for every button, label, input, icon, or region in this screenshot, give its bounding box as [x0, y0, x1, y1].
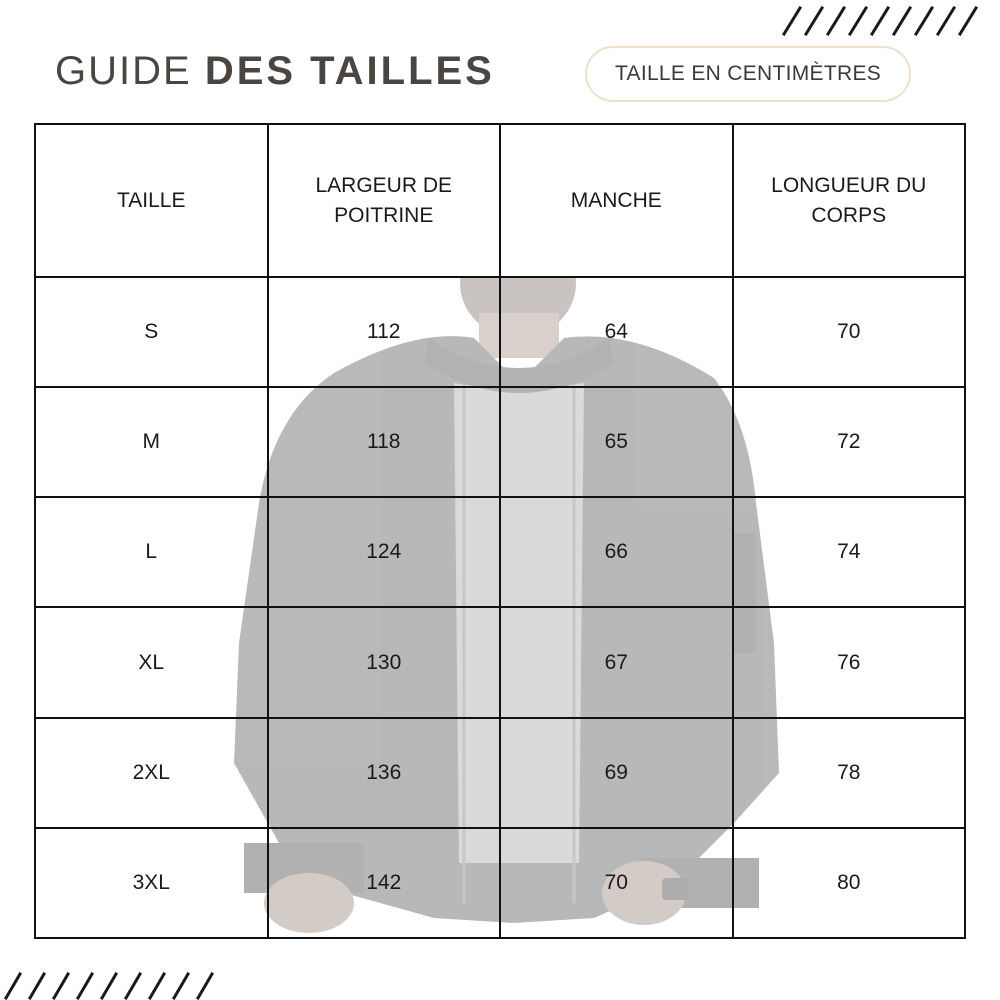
table-row	[35, 607, 965, 717]
cell-length: 74	[733, 497, 966, 607]
cell-size: 2XL	[35, 718, 268, 828]
col-header-length: LONGUEUR DU CORPS	[733, 124, 966, 277]
page-title	[55, 46, 495, 96]
unit-badge: TAILLE EN CENTIMÈTRES	[585, 46, 911, 102]
cell-chest: 112	[268, 277, 501, 387]
title-light: GUIDE	[55, 49, 192, 93]
header-row	[35, 124, 965, 277]
cell-length: 72	[733, 387, 966, 497]
cell-size: XL	[35, 607, 268, 717]
col-header-sleeve: MANCHE	[500, 124, 733, 277]
cell-sleeve: 66	[500, 497, 733, 607]
col-header-chest: LARGEUR DE POITRINE	[268, 124, 501, 277]
cell-length: 80	[733, 828, 966, 938]
cell-chest: 142	[268, 828, 501, 938]
table-row	[35, 828, 965, 938]
size-table	[34, 123, 966, 939]
cell-size: S	[35, 277, 268, 387]
table-row	[35, 718, 965, 828]
cell-sleeve: 64	[500, 277, 733, 387]
cell-size: M	[35, 387, 268, 497]
cell-chest: 118	[268, 387, 501, 497]
decorative-stripes-bottom	[4, 972, 224, 1000]
cell-size: L	[35, 497, 268, 607]
cell-size: 3XL	[35, 828, 268, 938]
title-bold: DES TAILLES	[204, 49, 495, 93]
cell-sleeve: 65	[500, 387, 733, 497]
table-row	[35, 387, 965, 497]
cell-length: 76	[733, 607, 966, 717]
cell-length: 78	[733, 718, 966, 828]
table-row	[35, 497, 965, 607]
cell-chest: 130	[268, 607, 501, 717]
cell-length: 70	[733, 277, 966, 387]
cell-sleeve: 67	[500, 607, 733, 717]
cell-sleeve: 70	[500, 828, 733, 938]
table-row	[35, 277, 965, 387]
cell-chest: 124	[268, 497, 501, 607]
col-header-size: TAILLE	[35, 124, 268, 277]
decorative-stripes-top	[782, 6, 992, 36]
cell-chest: 136	[268, 718, 501, 828]
size-chart	[34, 123, 966, 939]
cell-sleeve: 69	[500, 718, 733, 828]
